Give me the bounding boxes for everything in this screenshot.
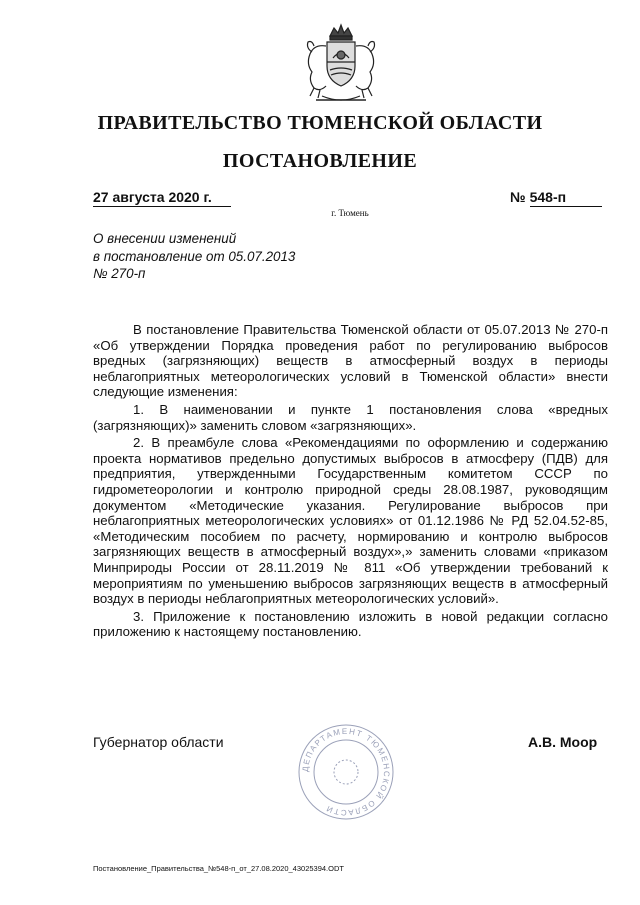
body-paragraph: В постановление Правительства Тюменской области от 05.07.2013 № 270-п «Об утверждении Порядка проведения работ по регулированию выбросов вредных (загрязняющих) веществ в атмосферный воздух в периоды неблагоприятных метеорологических условий в Тюменской области» внести следующие изменения: — [93, 322, 608, 400]
document-date: 27 августа 2020 г. — [93, 189, 231, 207]
coat-of-arms-icon — [296, 22, 386, 106]
city-label: г. Тюмень — [331, 208, 369, 218]
government-title: ПРАВИТЕЛЬСТВО ТЮМЕНСКОЙ ОБЛАСТИ — [97, 112, 543, 134]
subject-line: в постановление от 05.07.2013 — [93, 248, 296, 264]
document-type: ПОСТАНОВЛЕНИЕ — [222, 150, 418, 172]
number-value: 548-п — [530, 189, 602, 207]
number-prefix: № — [510, 189, 526, 205]
official-seal-icon — [296, 722, 396, 822]
document-number — [510, 189, 602, 207]
document-body — [93, 322, 608, 642]
subject-line: № 270-п — [93, 266, 146, 281]
signer-title: Губернатор области — [93, 734, 224, 750]
subject-line: О внесении изменений — [93, 231, 237, 246]
footer-filename: Постановление_Правительства_№548-п_от_27.08.2020_43025394.ODT — [93, 864, 344, 873]
body-paragraph: 1. В наименовании и пункте 1 постановления слова «вредных (загрязняющих)» заменить словом «загрязняющих». — [93, 401, 608, 433]
signer-name: А.В. Моор — [528, 734, 598, 750]
body-paragraph: 2. В преамбуле слова «Рекомендациями по оформлению и содержанию проекта нормативов предельно допустимых выбросов в атмосферу (ПДВ) для предприятия, утвержденными Государственным комитетом СССР по гидрометеорологии и контролю природной среды 28.08.1987, руководящим документом «Методические указания. Регулирование выбросов при неблагоприятных метеорологических условиях» от 01.12.1986 № РД 52.04.52-85, «Методическим пособием по расчету, нормированию и контролю выбросов загрязняющих веществ в атмосферный воздух»,» заменить словами «приказом Минприроды России от 28.11.2019 № 811 «Об утверждении требований к мероприятиям по уменьшению выбросов загрязняющих веществ в атмосферный воздух в периоды неблагоприятных метеорологических условий». — [93, 435, 608, 607]
seal-lettering: ДЕПАРТАМЕНТ ТЮМЕНСКОЙ ОБЛАСТИ — [300, 726, 392, 818]
document-subject — [93, 230, 295, 283]
body-paragraph: 3. Приложение к постановлению изложить в новой редакции согласно приложению к настоящему постановлению. — [93, 608, 608, 640]
